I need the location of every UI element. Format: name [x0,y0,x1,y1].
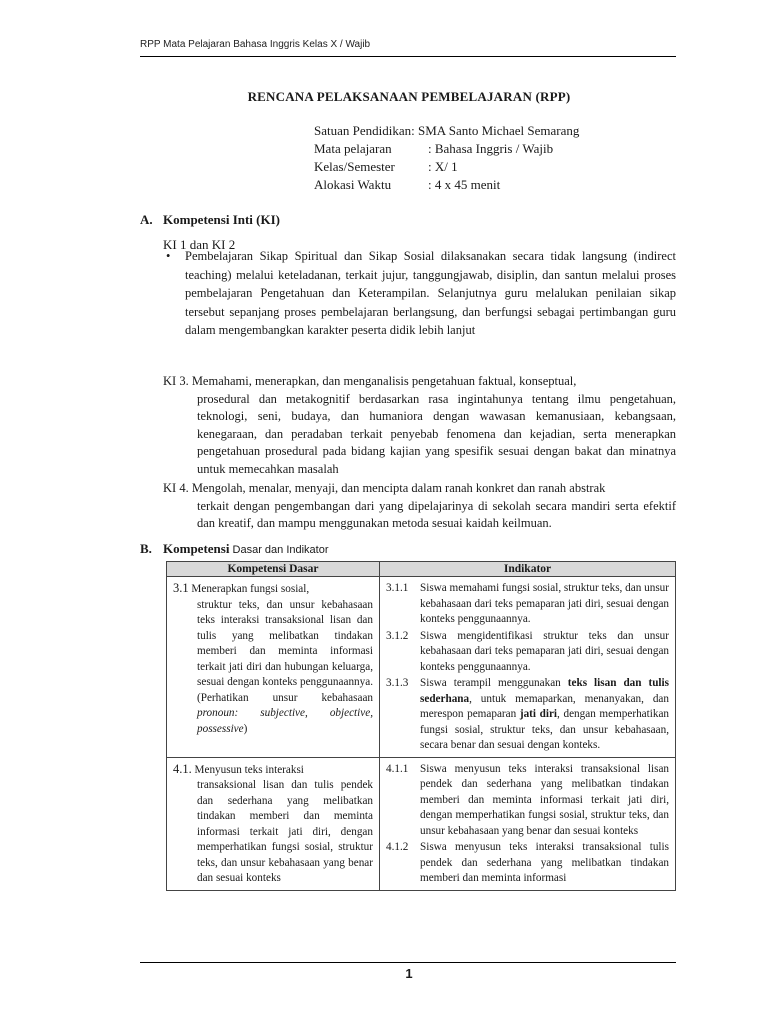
header-divider [140,56,676,57]
section-title: Kompetensi [163,541,230,556]
indicator-number: 3.1.2 [386,629,409,642]
section-letter: B. [140,541,152,556]
section-b-heading [140,541,329,557]
indicator-number: 4.1.2 [386,841,409,853]
indicator-cell-4-1 [380,757,676,890]
identity-value: : X/ 1 [428,159,458,174]
kd-indicator-table [166,561,676,891]
identity-value: : Bahasa Inggris / Wajib [428,141,554,156]
indicator-bold-part: teks lisan dan tulis sederhana [420,677,669,705]
page-number: 1 [405,966,413,981]
ki3-continuation: prosedural dan metakognitif berdasarkan rasa ingintahunya tentang ilmu pengetahuan, teknologi, seni, budaya, dan humaniora dengan wawasan kemanusiaan, kebangsaan, kenegaraan, dan peradaban terkait penyebab fenomena dan kejadian, serta menerapkan pengetahuan prosedural pada bidang kajian yang spesifik sesuai dengan bakat dan minatnya untuk memecahkan masalah [197,391,676,476]
indicator-text: Siswa memahami fungsi sosial, struktur teks, dan unsur kebahasaan dari teks pemaparan jati diri, sesuai dengan konteks penggunaannya. [420,582,669,625]
indicator-text-part: , untuk memaparkan, menanyakan, dan merespon pemaparan [420,692,669,720]
identity-row-class [314,158,579,176]
kd-4-1-text [173,762,373,887]
identity-label: Alokasi Waktu [314,177,392,192]
section-a-heading [140,212,280,228]
identity-value: : 4 x 45 menit [428,177,501,192]
ki12-bullet-text: Pembelajaran Sikap Spiritual dan Sikap Sosial dilaksanakan secara tidak langsung (indirect teaching) melalui keteladanan, terkait jujur, tanggungjawab, disiplin, dan santun melalui proses pembelajaran Pengetahuan dan Keterampilan. Selanjutnya guru melalukan penilaian sikap tersebut sepanjang proses pembelajaran berlangsung, dan berfungsi sebagai pertimbangan guru dalam mengembangkan karakter peserta didik lebih lanjut [185,249,676,337]
section-title-rest: Dasar dan Indikator [229,544,329,556]
section-title: Kompetensi Inti (KI) [163,212,280,227]
indicator-item [386,676,669,754]
identity-value: SMA Santo Michael Semarang [414,123,580,138]
table-row [167,757,676,890]
identity-label: Mata pelajaran [314,141,392,156]
kd-cell-3-1 [167,577,380,758]
indicator-number: 3.1.1 [386,582,409,594]
kd-body-text: struktur teks, dan unsur kebahasaan teks interaksi transaksional lisan dan tulis yang melibatkan tindakan memberi dan meminta informasi terkait jati diri dan hubungan keluarga, sesuai dengan konteks penggunaannya. (Perhatikan unsur kebahasaan [197,598,373,704]
ki12-bullet [166,247,676,340]
kd-close-paren: ) [243,722,248,735]
ki3-lead: KI 3. Memahami, menerapkan, dan menganalisis pengetahuan faktual, konseptual, [163,374,577,388]
indicator-text-part: , dengan memperhatikan fungsi sosial, struktur teks, dan unsur kebahasaan, secara benar dan sesuai dengan konteks. [420,708,670,751]
ki4-paragraph [163,480,676,533]
indicator-number: 3.1.3 [386,677,409,689]
identity-label: Kelas/Semester [314,159,395,174]
kd-body [173,598,373,738]
kd-number: 4.1. [173,761,192,776]
kd-first-line: Menyusun teks interaksi [194,763,304,776]
indicator-number: 4.1.1 [386,762,409,775]
identity-row-subject [314,140,579,158]
indicator-item [386,629,669,676]
indicator-text: Siswa menyusun teks interaksi transaksional lisan pendek dan sederhana yang melibatkan tindakan memberi dan meminta informasi terkait jati diri, dengan memperhatikan fungsi sosial, struktur teks, dan unsur kebahasaan yang benar dan sesuai konteks [420,762,669,837]
column-header-indicator: Indikator [380,562,676,577]
bullet-icon: • [166,249,171,263]
indicator-item [386,840,669,887]
table-header-row [167,562,676,577]
kd-body: transaksional lisan dan tulis pendek dan sederhana yang melibatkan tindakan memberi dan meminta informasi terkait jati diri, dengan memperhatikan fungsi sosial, struktur teks, dan unsur kebahasaan yang benar dan sesuai konteks [197,779,373,884]
ki4-lead: KI 4. Mengolah, menalar, menyaji, dan mencipta dalam ranah konkret dan ranah abstrak [163,481,606,495]
indicator-item [386,762,669,840]
indicator-item [386,581,669,628]
indicator-text: Siswa mengidentifikasi struktur teks dan unsur kebahasaan dari teks pemaparan jati diri, sesuai dengan konteks penggunaannya. [420,629,669,673]
section-letter: A. [140,212,153,227]
ki3-paragraph [163,373,676,478]
column-header-kd: Kompetensi Dasar [167,562,380,577]
identity-label: Satuan Pendidikan: [314,123,415,138]
kd-cell-4-1 [167,757,380,890]
indicator-text [420,676,669,754]
kd-number: 3.1 [173,581,189,595]
kd-3-1-text [173,581,373,737]
kd-first-line: Menerapkan fungsi sosial, [191,583,310,595]
indicator-bold-part: jati diri [519,708,558,720]
indicator-text: Siswa menyusun teks interaksi transaksional tulis pendek dan sederhana yang melibatkan tindakan memberi dan meminta informasi [420,841,669,884]
running-header: RPP Mata Pelajaran Bahasa Inggris Kelas X / Wajib [140,39,371,50]
ki12-heading: KI 1 dan KI 2 [163,237,236,252]
identity-block [314,122,579,194]
ki4-continuation: terkait dengan pengembangan dari yang dipelajarinya di sekolah secara mandiri serta efektif dan kreatif, dan mampu menggunakan metoda sesuai kaidah keilmuan. [197,498,676,530]
footer-divider [140,962,676,963]
identity-row-time [314,176,579,194]
kd-italic-note: pronoun: subjective, objective, possessive [197,707,373,735]
identity-row-school [314,122,579,140]
indicator-text-part: Siswa terampil menggunakan [420,677,568,689]
document-title: RENCANA PELAKSANAAN PEMBELAJARAN (RPP) [247,89,571,104]
table-row [167,577,676,758]
indicator-cell-3-1 [380,577,676,758]
